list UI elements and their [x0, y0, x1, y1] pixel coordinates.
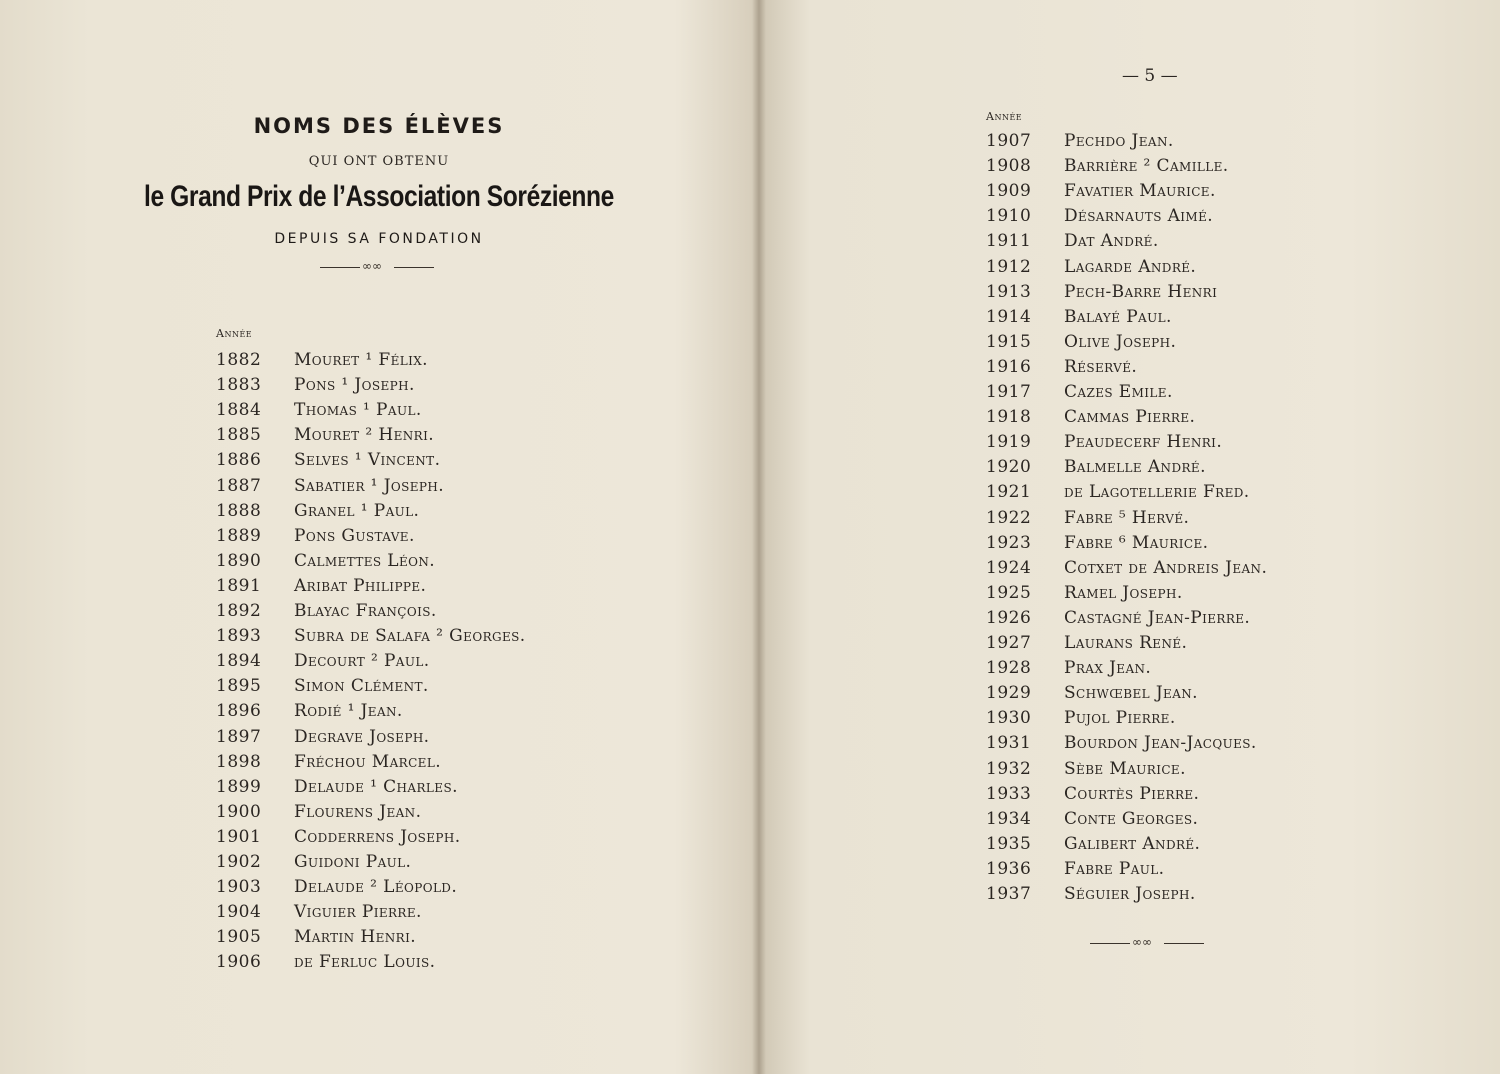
- entry-name: Pons ¹ Joseph.: [294, 375, 415, 396]
- entry-year: 1923: [986, 532, 1032, 553]
- entry-year: 1921: [986, 482, 1032, 503]
- entry-name: Martin Henri.: [294, 927, 417, 948]
- entry-year: 1891: [216, 575, 262, 596]
- entry-year: 1905: [216, 927, 262, 948]
- entry-year: 1927: [986, 633, 1032, 653]
- entry-name: Fabre ⁵ Hervé.: [1064, 507, 1190, 528]
- entry-name: Ramel Joseph.: [1064, 582, 1183, 603]
- entry-name: Fabre ⁶ Maurice.: [1064, 532, 1209, 553]
- entry-year: 1937: [986, 884, 1032, 904]
- entry-name: Thomas ¹ Paul.: [294, 400, 422, 421]
- entry-name: Sabatier ¹ Joseph.: [294, 475, 445, 496]
- entry-name: Favatier Maurice.: [1064, 181, 1216, 202]
- entry-year: 1899: [216, 776, 262, 797]
- entry-name: Blayac François.: [294, 601, 437, 621]
- entry-year: 1919: [986, 432, 1032, 453]
- entry-name: Cazes Emile.: [1064, 382, 1173, 402]
- entry-year: 1932: [986, 758, 1032, 779]
- entry-year: 1897: [216, 726, 262, 747]
- entry-year: 1884: [216, 400, 262, 421]
- entry-name: Pech-Barre Henri: [1064, 281, 1218, 302]
- entry-year: 1916: [986, 356, 1032, 377]
- entry-year: 1900: [216, 801, 262, 822]
- entry-name: Pujol Pierre.: [1064, 708, 1176, 729]
- entry-name: Fabre Paul.: [1064, 858, 1165, 879]
- entry-year: 1925: [986, 582, 1032, 603]
- entry-name: Courtès Pierre.: [1064, 783, 1200, 804]
- entry-year: 1889: [216, 525, 262, 546]
- entry-year: 1924: [986, 557, 1032, 578]
- knot-ornament-icon: ∞∞: [320, 262, 434, 274]
- entry-year: 1907: [986, 131, 1032, 151]
- entry-year: 1933: [986, 783, 1032, 804]
- entry-year: 1908: [986, 156, 1032, 177]
- entry-year: 1901: [216, 826, 262, 847]
- entry-year: 1915: [986, 331, 1032, 352]
- entry-year: 1917: [986, 382, 1032, 402]
- entry-name: Flourens Jean.: [294, 801, 422, 822]
- page-number: — 5 —: [1122, 66, 1178, 86]
- entry-year: 1892: [216, 601, 262, 621]
- entry-name: Guidoni Paul.: [294, 852, 412, 872]
- entry-name: Aribat Philippe.: [294, 575, 427, 596]
- entry-year: 1920: [986, 457, 1032, 478]
- annee-label: Année: [216, 327, 253, 340]
- entry-year: 1934: [986, 808, 1032, 829]
- entry-year: 1936: [986, 858, 1032, 879]
- entry-year: 1893: [216, 626, 262, 647]
- entry-name: de Lagotellerie Fred.: [1064, 482, 1250, 503]
- entry-name: Lagarde André.: [1064, 256, 1197, 277]
- entry-name: Selves ¹ Vincent.: [294, 450, 441, 471]
- entry-year: 1910: [986, 206, 1032, 227]
- entry-name: Cotxet de Andreis Jean.: [1064, 557, 1268, 578]
- entry-name: Delaude ¹ Charles.: [294, 776, 458, 797]
- entry-year: 1904: [216, 902, 262, 923]
- entry-year: 1894: [216, 651, 262, 672]
- entry-year: 1918: [986, 407, 1032, 428]
- entry-year: 1882: [216, 350, 262, 370]
- entry-year: 1929: [986, 683, 1032, 704]
- entry-year: 1906: [216, 952, 262, 973]
- entry-year: 1928: [986, 658, 1032, 679]
- entry-name: Balmelle André.: [1064, 457, 1206, 478]
- entry-year: 1896: [216, 701, 262, 722]
- entry-name: Fréchou Marcel.: [294, 751, 442, 772]
- entry-name: Bourdon Jean-Jacques.: [1064, 733, 1257, 754]
- entry-name: Mouret ¹ Félix.: [294, 350, 428, 370]
- entry-year: 1909: [986, 181, 1032, 202]
- entry-year: 1930: [986, 708, 1032, 729]
- entry-year: 1886: [216, 450, 262, 471]
- entry-year: 1903: [216, 877, 262, 898]
- entry-name: Viguier Pierre.: [294, 902, 422, 923]
- entry-year: 1888: [216, 500, 262, 521]
- entry-name: Barrière ² Camille.: [1064, 156, 1229, 177]
- entry-name: Simon Clément.: [294, 676, 429, 697]
- entry-name: Galibert André.: [1064, 833, 1201, 854]
- entry-name: Conte Georges.: [1064, 808, 1199, 829]
- right-page: [766, 0, 1500, 1074]
- heading-sub: QUI ONT OBTENU: [308, 154, 450, 169]
- entry-name: Delaude ² Léopold.: [294, 877, 458, 898]
- heading-main: NOMS DES ÉLÈVES: [253, 114, 505, 138]
- entry-name: de Ferluc Louis.: [294, 952, 436, 973]
- entry-year: 1885: [216, 425, 262, 446]
- entry-name: Prax Jean.: [1064, 658, 1152, 679]
- entry-year: 1895: [216, 676, 262, 697]
- entry-year: 1890: [216, 550, 262, 571]
- entry-year: 1887: [216, 475, 262, 496]
- entry-name: Cammas Pierre.: [1064, 407, 1196, 428]
- entry-name: Désarnauts Aimé.: [1064, 206, 1214, 227]
- entry-name: Séguier Joseph.: [1064, 884, 1196, 904]
- entry-year: 1931: [986, 733, 1032, 754]
- entry-name: Peaudecerf Henri.: [1064, 432, 1223, 453]
- entry-year: 1913: [986, 281, 1032, 302]
- entry-name: Schwœbel Jean.: [1064, 683, 1198, 704]
- entry-name: Laurans René.: [1064, 633, 1188, 653]
- annee-label: Année: [986, 110, 1023, 123]
- heading-since: DEPUIS SA FONDATION: [274, 231, 484, 247]
- entry-name: Balayé Paul.: [1064, 306, 1172, 327]
- entry-name: Sèbe Maurice.: [1064, 758, 1186, 779]
- entry-year: 1926: [986, 607, 1032, 628]
- entry-name: Castagné Jean-Pierre.: [1064, 607, 1251, 628]
- entry-name: Dat André.: [1064, 231, 1159, 252]
- entry-name: Rodié ¹ Jean.: [294, 701, 403, 722]
- entry-year: 1912: [986, 256, 1032, 277]
- entry-year: 1914: [986, 306, 1032, 327]
- entry-year: 1935: [986, 833, 1032, 854]
- entry-year: 1922: [986, 507, 1032, 528]
- entry-name: Pechdo Jean.: [1064, 131, 1174, 151]
- entry-name: Degrave Joseph.: [294, 726, 430, 747]
- entry-year: 1911: [986, 231, 1032, 252]
- entry-name: Subra de Salafa ² Georges.: [294, 626, 526, 647]
- entry-name: Réservé.: [1064, 356, 1138, 377]
- entry-name: Granel ¹ Paul.: [294, 500, 420, 521]
- knot-ornament-icon: ∞∞: [1090, 938, 1204, 950]
- entry-name: Mouret ² Henri.: [294, 425, 435, 446]
- entry-year: 1898: [216, 751, 262, 772]
- entry-name: Calmettes Léon.: [294, 550, 436, 571]
- entry-year: 1883: [216, 375, 262, 396]
- entry-name: Pons Gustave.: [294, 525, 415, 546]
- entry-name: Olive Joseph.: [1064, 331, 1177, 352]
- heading-title: le Grand Prix de l’Association Sorézienne: [144, 180, 614, 213]
- entry-name: Decourt ² Paul.: [294, 651, 430, 672]
- entry-name: Codderrens Joseph.: [294, 826, 461, 847]
- entry-year: 1902: [216, 852, 262, 872]
